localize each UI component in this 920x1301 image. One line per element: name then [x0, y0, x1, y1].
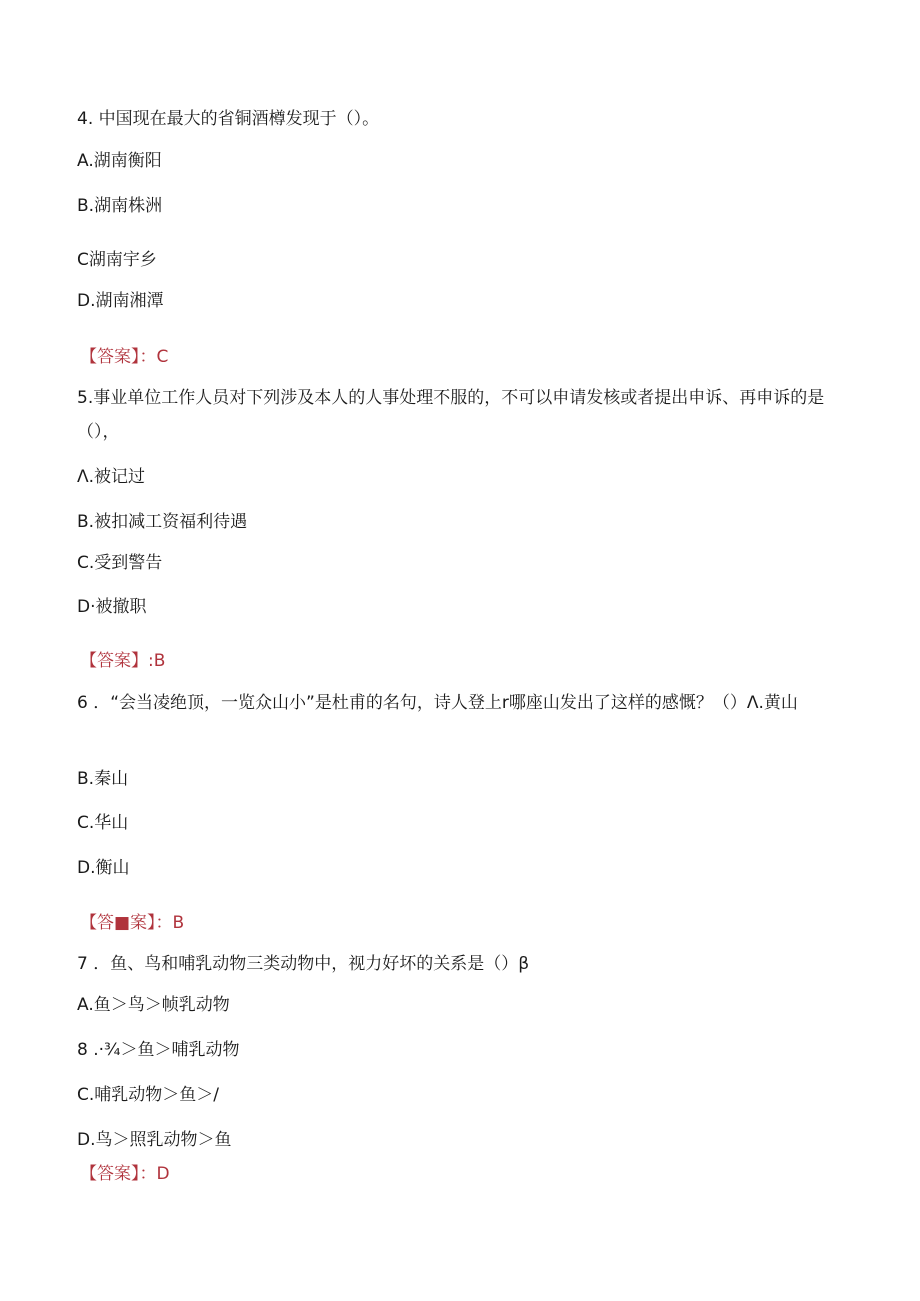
question-5-option-c: C.受到警告	[77, 553, 163, 573]
question-6-option-b: B.秦山	[77, 769, 129, 789]
question-4-option-d: D.湖南湘潭	[77, 291, 164, 311]
question-7-option-c: C.哺乳动物＞鱼＞/	[77, 1085, 220, 1105]
question-6-stem: 6 ．“会当凌绝顶，一览众山小”是杜甫的名句，诗人登上r哪座山发出了这样的感慨？（）Λ.黄山	[77, 693, 798, 713]
question-4-answer: 【答案】：C	[80, 347, 169, 367]
question-7-option-b: 8 .·¾＞鱼＞哺乳动物	[77, 1040, 240, 1060]
question-5-option-a: Λ.被记过	[77, 467, 146, 487]
question-7-answer: 【答案】：D	[80, 1164, 170, 1184]
question-6-option-d: D.衡山	[77, 858, 130, 878]
question-5-option-b: B.被扣减工资福利待遇	[77, 512, 248, 532]
question-4-option-a: A.湖南衡阳	[77, 151, 162, 171]
question-4-stem: 4. 中国现在最大的省铜酒樽发现于（）。	[77, 109, 380, 129]
question-7-option-a: A.鱼＞鸟＞帧乳动物	[77, 995, 230, 1015]
question-7-stem: 7 ．鱼、鸟和哺乳动物三类动物中，视力好坏的关系是（）β	[77, 954, 530, 974]
question-4-option-c: C湖南宇乡	[77, 250, 157, 270]
question-5-option-d: D·被撤职	[77, 597, 147, 617]
question-7-option-d: D.鸟＞照乳动物＞鱼	[77, 1130, 232, 1150]
question-5-stem: 5.事业单位工作人员对下列涉及本人的人事处理不服的，不可以申请发核或者提出申诉、再申诉的是（），	[77, 388, 825, 442]
question-5-answer: 【答案】:B	[80, 651, 166, 671]
question-4-option-b: B.湖南株洲	[77, 196, 163, 216]
question-6-option-c: C.华山	[77, 813, 129, 833]
question-6-answer: 【答■案】：B	[80, 913, 185, 933]
